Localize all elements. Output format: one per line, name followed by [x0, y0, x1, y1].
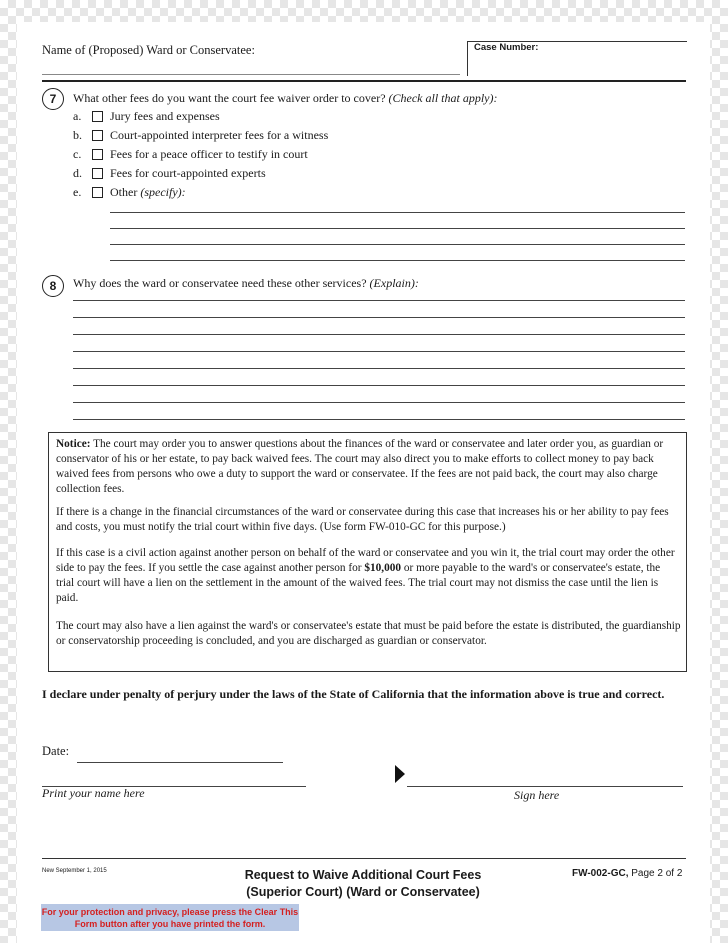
item-7-option-d-label: Fees for court-appointed experts: [110, 166, 266, 180]
form-title-line-2: (Superior Court) (Ward or Conservatee): [246, 885, 480, 899]
form-title: [213, 867, 513, 901]
revision-date: New September 1, 2015: [42, 868, 107, 874]
explain-line-1[interactable]: [73, 300, 685, 301]
item-7-option-a-letter: a.: [73, 109, 82, 123]
explain-line-7[interactable]: [73, 402, 685, 403]
item-7-option-d-letter: d.: [73, 166, 82, 180]
explain-line-4[interactable]: [73, 351, 685, 352]
date-label: Date:: [42, 744, 70, 758]
item-7-option-a-checkbox[interactable]: [92, 111, 103, 122]
other-fees-line-3[interactable]: [110, 244, 685, 245]
explain-line-6[interactable]: [73, 385, 685, 386]
notice-label: Notice:: [56, 438, 91, 450]
case-number-label: Case Number:: [474, 42, 539, 53]
footer-divider: [42, 858, 686, 859]
notice-amount: $10,000: [364, 562, 402, 574]
notice-box: [48, 432, 687, 672]
ward-name-field[interactable]: [42, 74, 460, 75]
clear-form-notice: For your protection and privacy, please press the Clear This Form button after you have printed the form.: [41, 904, 299, 931]
explain-line-8[interactable]: [73, 419, 685, 420]
notice-text-3b: or more payable to the ward's or conservatee's estate, the trial court will have a lien on the settlement in the amount of the waived fees. The trial court may not dismiss the case until the lien is paid.: [56, 562, 661, 604]
item-7-option-c-label: Fees for a peace officer to testify in court: [110, 147, 308, 161]
item-7-option-b-letter: b.: [73, 128, 82, 142]
notice-paragraph-4: The court may also have a lien against the ward's or conservatee's estate that must be paid before the estate is distributed, the guardianship or conservatorship proceeding is concluded, and you are discharged as guardian or conservator.: [56, 620, 681, 647]
item-7-option-e-hint: (specify):: [140, 185, 186, 199]
notice-text-1: The court may order you to answer questions about the finances of the ward or conservatee and later order you, as guardian or conservator of his or her estate, to pay back waived fees. The court may also direct you to make efforts to collect money to pay back waived fees from persons who owe a duty to support the ward or conservatee. If the fees are not paid back, the court may also charge collection fees.: [56, 438, 664, 495]
form-page: [17, 22, 710, 943]
other-fees-line-2[interactable]: [110, 228, 685, 229]
sign-here-label: Sign here: [514, 788, 560, 802]
item-7-option-e-checkbox[interactable]: [92, 187, 103, 198]
item-7-number: 7: [42, 88, 64, 110]
item-8-number: 8: [42, 275, 64, 297]
notice-paragraph-2: If there is a change in the financial circumstances of the ward or conservatee during this case that increases his or her ability to pay fees and costs, you must notify the trial court within five days. (Use form FW-010-GC for this purpose.): [56, 506, 669, 533]
item-7-option-e-letter: e.: [73, 185, 82, 199]
form-id: [572, 868, 682, 879]
form-title-line-1: Request to Waive Additional Court Fees: [244, 868, 482, 882]
item-7-option-b-label: Court-appointed interpreter fees for a witness: [110, 128, 329, 142]
item-7-option-b-checkbox[interactable]: [92, 130, 103, 141]
item-7-question-hint: (Check all that apply):: [388, 91, 498, 105]
print-name-label: Print your name here: [42, 786, 145, 800]
signature-line[interactable]: [407, 786, 683, 787]
item-7-option-e-label: [110, 185, 186, 200]
notice-text-3a: If this case is a civil action against another person on behalf of the ward or conservatee and you win it, the trial court may order the other side to pay the fees. If you settle the case against another person for: [56, 547, 675, 574]
other-fees-line-4[interactable]: [110, 260, 685, 261]
explain-line-5[interactable]: [73, 368, 685, 369]
header-divider: [42, 80, 686, 82]
ward-name-label: Name of (Proposed) Ward or Conservatee:: [42, 43, 255, 57]
notice-paragraph-1: [56, 437, 681, 497]
item-7-option-c-checkbox[interactable]: [92, 149, 103, 160]
item-7-option-c-letter: c.: [73, 147, 82, 161]
item-7-question-text: What other fees do you want the court fee waiver order to cover?: [73, 91, 386, 105]
page-number: Page 2 of 2: [631, 868, 683, 879]
item-7-question: [73, 91, 498, 106]
perjury-declaration: I declare under penalty of perjury under the laws of the State of California that the information above is true and correct.: [42, 687, 665, 701]
notice-paragraph-3: [56, 546, 681, 606]
item-7-option-d-checkbox[interactable]: [92, 168, 103, 179]
item-8-question-text: Why does the ward or conservatee need these other services?: [73, 276, 367, 290]
signature-arrow-icon: [395, 765, 405, 783]
other-fees-line-1[interactable]: [110, 212, 685, 213]
item-7-option-e-text: Other: [110, 185, 138, 199]
date-field[interactable]: [77, 762, 283, 763]
item-8-question: [73, 276, 419, 291]
item-8-question-hint: (Explain):: [369, 276, 419, 290]
explain-line-3[interactable]: [73, 334, 685, 335]
explain-line-2[interactable]: [73, 317, 685, 318]
form-id-number: FW-002-GC,: [572, 868, 629, 879]
case-number-box[interactable]: [467, 41, 687, 76]
item-7-option-a-label: Jury fees and expenses: [110, 109, 220, 123]
